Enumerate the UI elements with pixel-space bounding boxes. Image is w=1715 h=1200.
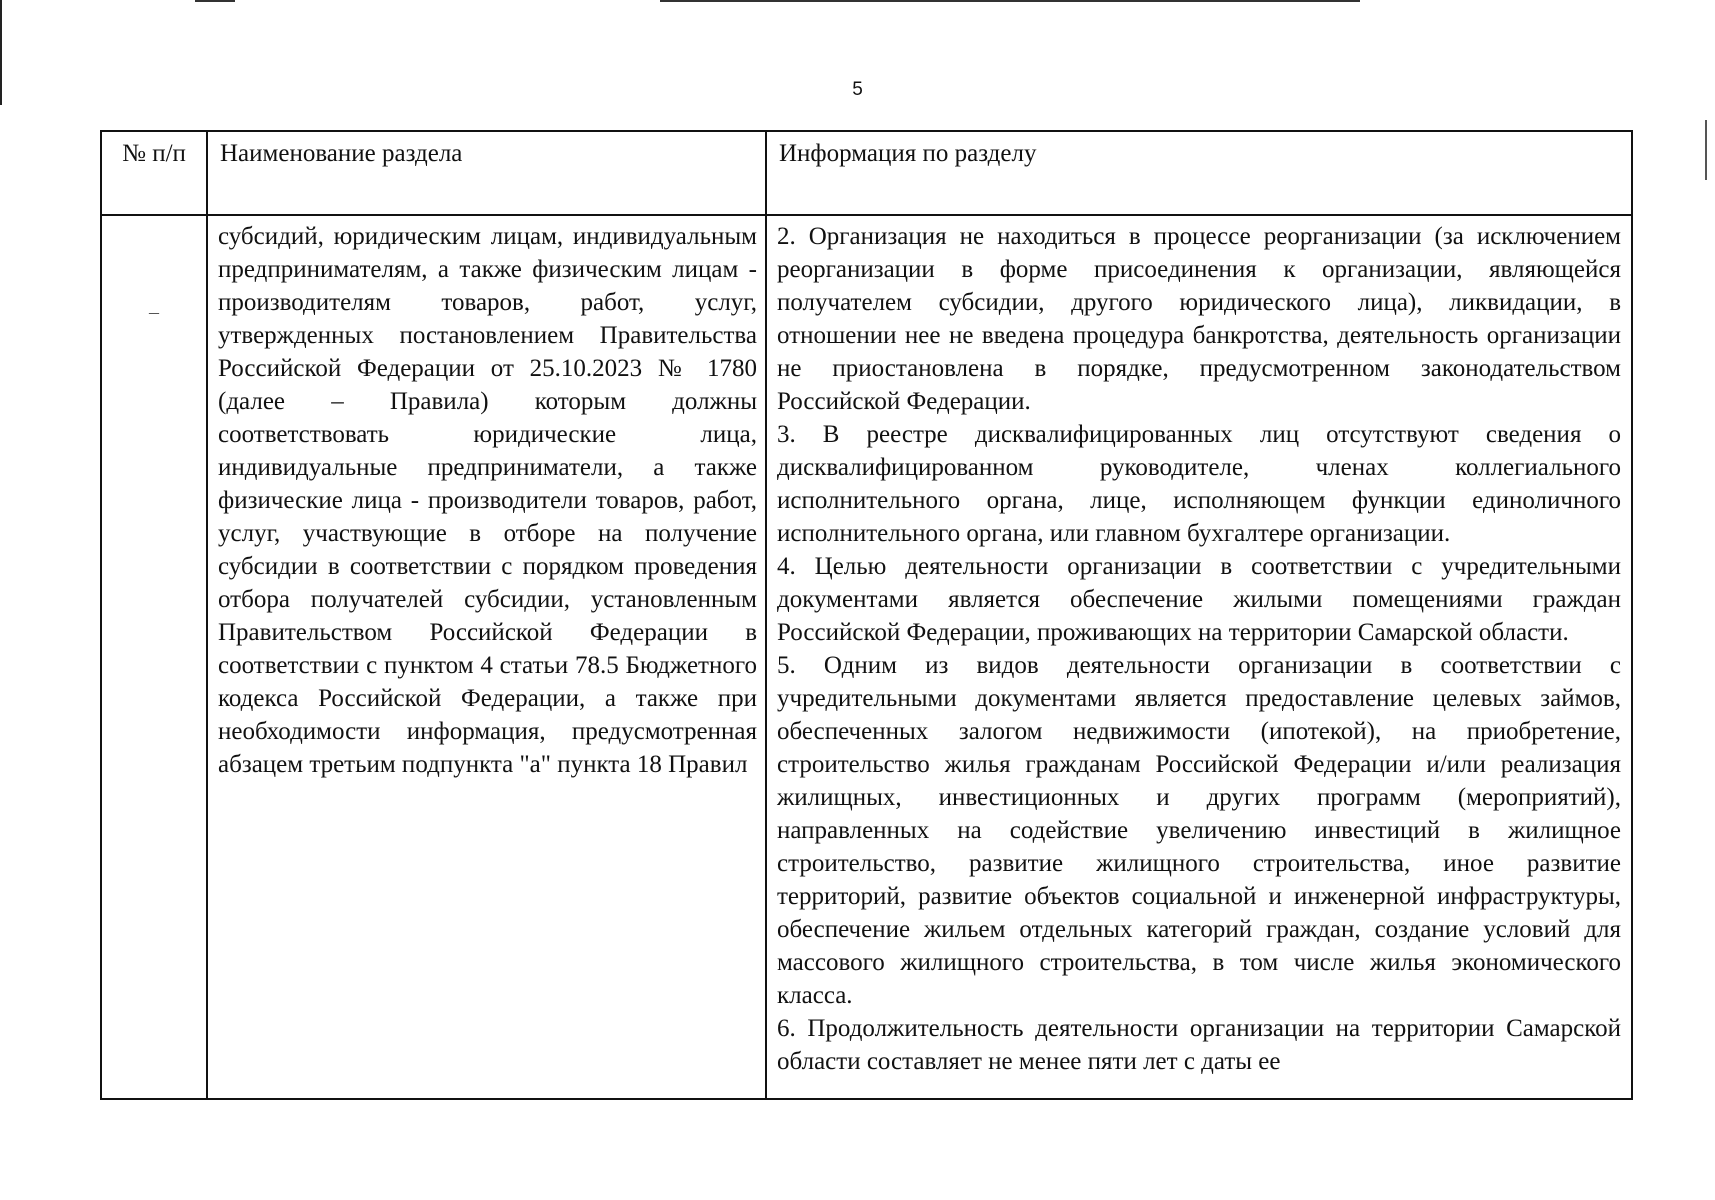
top-rule: [660, 0, 1360, 2]
header-number: № п/п: [101, 131, 207, 215]
info-paragraph: 6. Продолжительность деятельности организации на территории Самарской области составляет не менее пяти лет с даты ее: [777, 1015, 1621, 1075]
info-paragraph: 4. Целью деятельности организации в соответствии с учредительными документами является обеспечение жилыми помещениями граждан Российской Федерации, проживающих на территории Самарской области.: [777, 553, 1621, 646]
row-number: –: [101, 215, 207, 1099]
top-rule: [195, 0, 235, 2]
page-number: 5: [852, 79, 863, 100]
section-name-cell: субсидий, юридическим лицам, индивидуальным предпринимателям, а также физическим лицам - производителям товаров, работ, услуг, утвержденных постановлением Правительства Российской Федерации от 25.10.2023 № 1780 (далее – Правила) которым должны соответствовать юридические лица, индивидуальные предприниматели, а также физические лица - производители товаров, работ, услуг, участвующие в отборе на получение субсидии в соответствии с порядком проведения отбора получателей субсидии, установленным Правительством Российской Федерации в соответствии с пунктом 4 статьи 78.5 Бюджетного кодекса Российской Федерации, а также при необходимости информация, предусмотренная абзацем третьим подпункта "а" пункта 18 Правил: [207, 215, 766, 1099]
info-paragraph: 5. Одним из видов деятельности организации в соответствии с учредительными документами является предоставление целевых займов, обеспеченных залогом недвижимости (ипотекой), на приобретение, строительство жилья гражданам Российской Федерации и/или реализация жилищных, инвестиционных и других программ (мероприятий), направленных на содействие увеличению инвестиций в жилищное строительство, развитие жилищного строительства, иное развитие территорий, развитие объектов социальной и инженерной инфраструктуры, обеспечение жильем отдельных категорий граждан, создание условий для массового жилищного строительства, в том числе жилья экономического класса.: [777, 652, 1621, 1009]
table-row: [101, 215, 1632, 1099]
document-table: [100, 130, 1633, 1100]
info-paragraph: 3. В реестре дисквалифицированных лиц отсутствуют сведения о дисквалифицированном руководителе, членах коллегиального исполнительного органа, лице, исполняющем функции единоличного исполнительного органа, или главном бухгалтере организации.: [777, 421, 1621, 547]
scan-edge-right: [1705, 120, 1707, 180]
section-info-cell: [766, 215, 1632, 1099]
header-section-info: Информация по разделу: [766, 131, 1632, 215]
header-section-name: Наименование раздела: [207, 131, 766, 215]
info-paragraph: 2. Организация не находиться в процессе реорганизации (за исключением реорганизации в форме присоединения к организации, являющейся получателем субсидии, другого юридического лица), ликвидации, в отношении нее не введена процедура банкротства, деятельность организации не приостановлена в порядке, предусмотренном законодательством Российской Федерации.: [777, 223, 1621, 415]
table-header-row: [101, 131, 1632, 215]
